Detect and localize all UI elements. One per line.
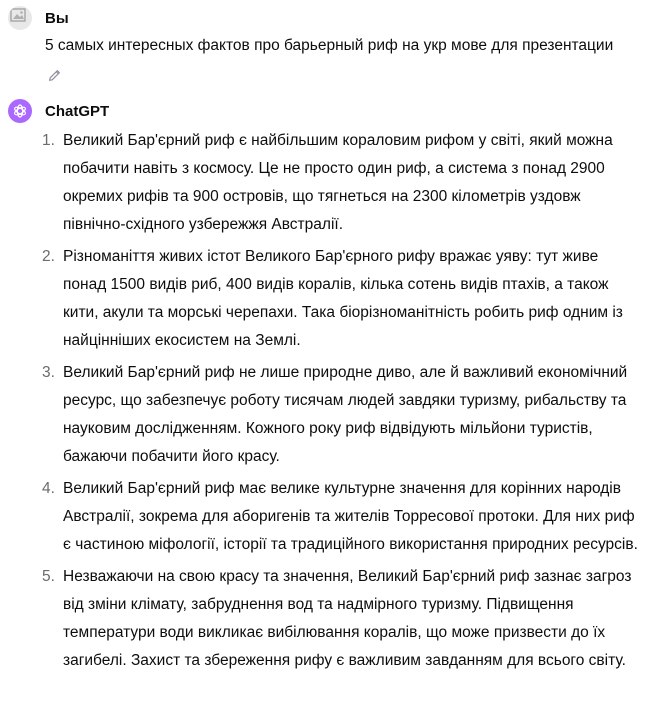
list-item [8,243,656,355]
assistant-message-header [8,99,656,123]
list-item-number: 1. [42,132,55,149]
openai-logo-icon [12,103,28,119]
list-item-text: Великий Бар'єрний риф є найбільшим кораловим рифом у світі, який можна побачити навіть з космосу. Це не просто один риф, а система з понад 2900 окремих рифів та 900 островів, що тягнеться на 2300 кілометрів уздовж північно-східного узбережжя Австралії. [63,132,613,233]
chatgpt-avatar [8,99,32,123]
list-item-text: Незважаючи на свою красу та значення, Великий Бар'єрний риф зазнає загроз від зміни клімату, забруднення вод та надмірного туризму. Підвищення температури води викликає вибілювання коралів, що може призвести до їх загибелі. Захист та збереження рифу є важливим завданням для всього світу. [63,568,632,669]
user-message-header [8,6,656,30]
list-item-text: Великий Бар'єрний риф не лише природне диво, але й важливий економічний ресурс, що забезпечує роботу тисячам людей завдяки туризму, рибальству та науковим дослідженням. Кожного року риф відвідують мільйони туристів, бажаючи побачити його красу. [63,364,628,465]
user-author-name: Вы [45,9,69,27]
list-item-number: 2. [42,248,55,265]
list-item-number: 3. [42,364,55,381]
broken-image-icon [8,6,32,30]
list-item-text: Великий Бар'єрний риф має велике культурне значення для корінних народів Австралії, зокрема для аборигенів та жителів Торресової протоки. Для них риф є частиною міфології, історії та традиційного використання природних ресурсів. [63,480,638,553]
list-item-number: 4. [42,480,55,497]
facts-list [8,127,656,675]
list-item [8,127,656,239]
list-item [8,475,656,559]
list-item [8,563,656,675]
assistant-author-name: ChatGPT [45,102,110,120]
edit-message-button[interactable] [44,64,66,86]
user-avatar [8,6,32,30]
list-item-number: 5. [42,568,55,585]
list-item-text: Різноманіття живих істот Великого Бар'єрного рифу вражає уяву: тут живе понад 1500 видів риб, 400 видів коралів, кілька сотень видів птахів, а також кити, акули та морські черепахи. Така біорізноманітність робить риф одним із найцінніших екосистем на Землі. [63,248,623,349]
user-message [8,6,656,86]
user-message-text: 5 самых интересных фактов про барьерный риф на укр мове для презентации [45,37,614,54]
pencil-icon [47,67,63,83]
assistant-message [8,99,656,679]
list-item [8,359,656,471]
